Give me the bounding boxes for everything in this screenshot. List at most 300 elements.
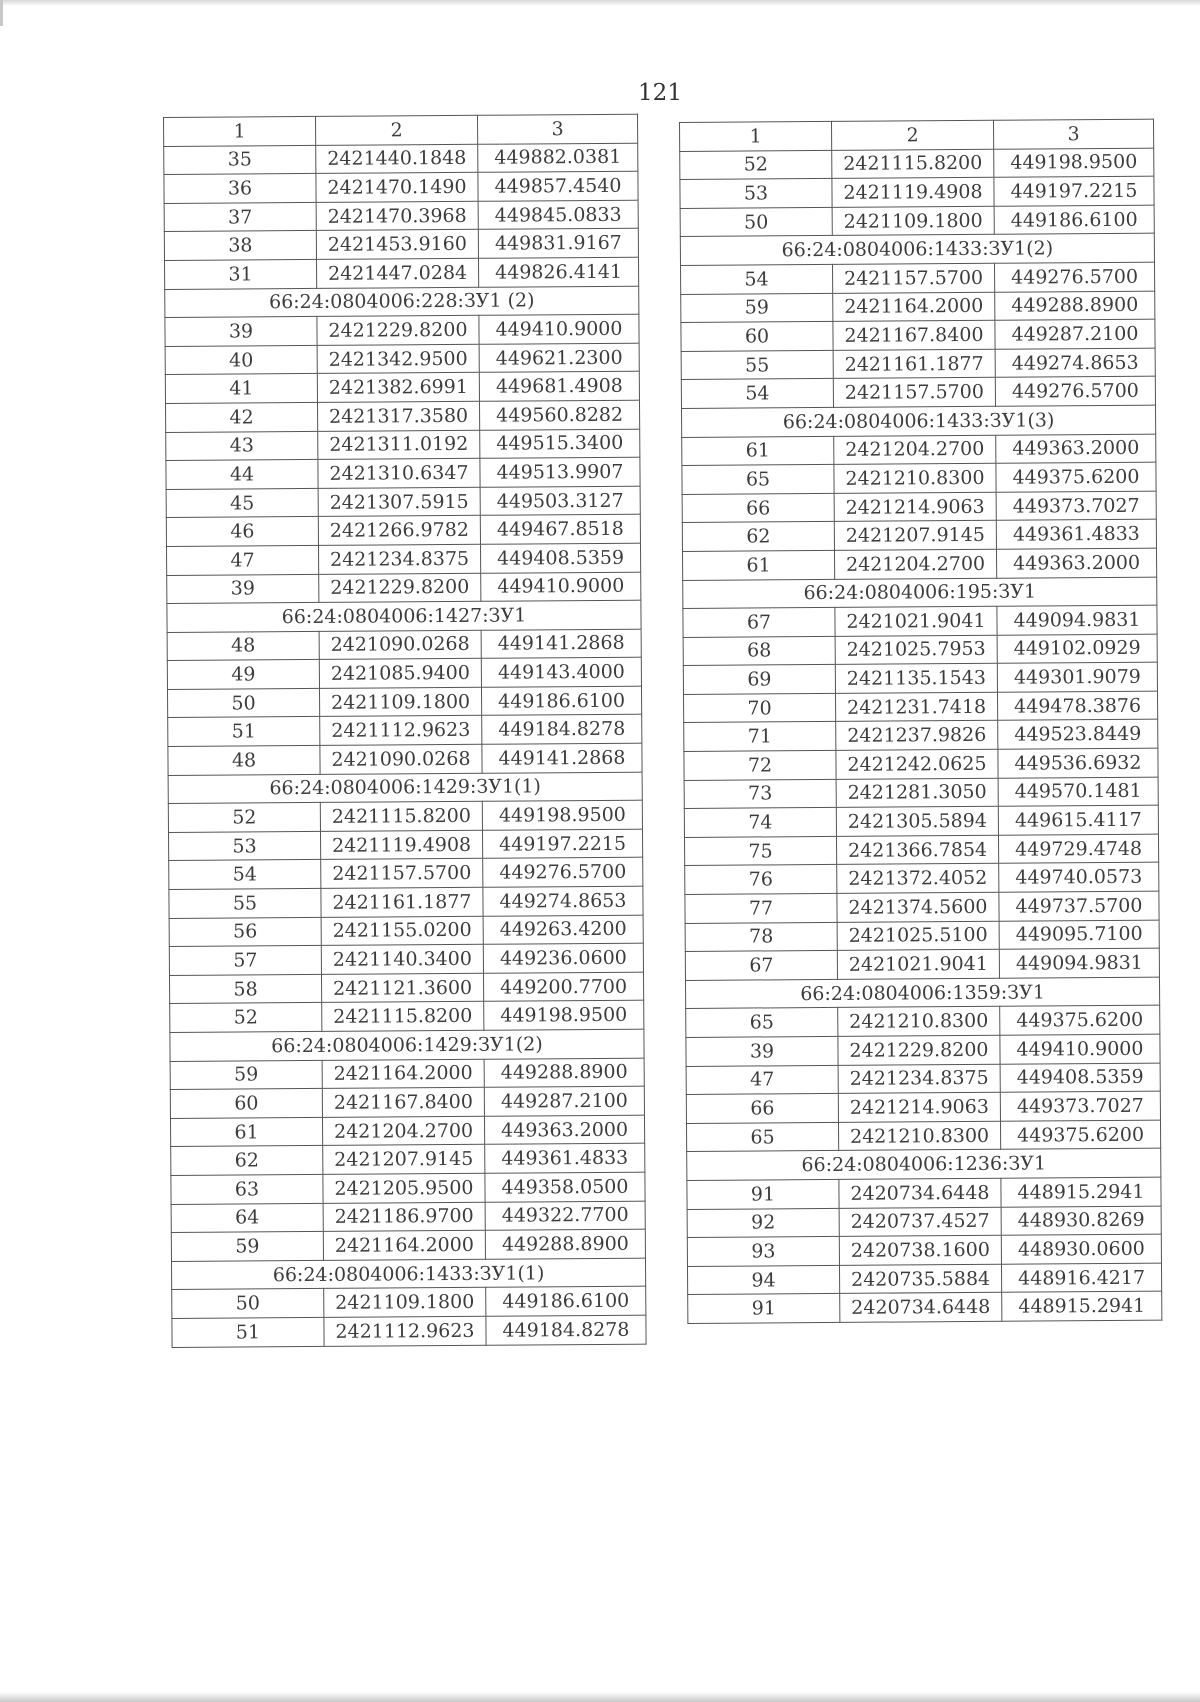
y-coordinate-cell: 449737.5700 bbox=[999, 891, 1159, 921]
table-row bbox=[170, 1086, 644, 1118]
x-coordinate-cell: 2421021.9041 bbox=[837, 950, 999, 980]
point-number-cell: 45 bbox=[166, 488, 318, 518]
point-number-cell: 54 bbox=[681, 264, 833, 294]
table-row bbox=[168, 800, 642, 832]
x-coordinate-cell: 2421161.1877 bbox=[321, 887, 483, 917]
y-coordinate-cell: 449375.6200 bbox=[996, 462, 1156, 492]
table-row bbox=[684, 748, 1158, 780]
x-coordinate-cell: 2421266.9782 bbox=[318, 516, 480, 546]
x-coordinate-cell: 2421307.5915 bbox=[318, 487, 480, 517]
x-coordinate-cell: 2421214.9063 bbox=[838, 1092, 1000, 1122]
point-number-cell: 63 bbox=[171, 1174, 323, 1204]
x-coordinate-cell: 2421366.7854 bbox=[836, 835, 998, 865]
table-row bbox=[170, 1001, 644, 1033]
table-row bbox=[166, 429, 640, 461]
y-coordinate-cell: 449882.0381 bbox=[478, 143, 638, 173]
y-coordinate-cell: 449276.5700 bbox=[994, 262, 1154, 292]
y-coordinate-cell: 449102.0929 bbox=[997, 634, 1157, 664]
y-coordinate-cell: 449184.8278 bbox=[486, 1315, 646, 1345]
y-coordinate-cell: 449857.4540 bbox=[478, 171, 638, 201]
header-row bbox=[680, 119, 1154, 151]
y-coordinate-cell: 449186.6100 bbox=[994, 205, 1154, 235]
point-number-cell: 64 bbox=[171, 1203, 323, 1233]
point-number-cell: 61 bbox=[682, 436, 834, 466]
point-number-cell: 49 bbox=[167, 660, 319, 690]
point-number-cell: 44 bbox=[166, 460, 318, 490]
y-coordinate-cell: 449478.3876 bbox=[997, 691, 1157, 721]
parcel-group-row bbox=[168, 772, 642, 804]
point-number-cell: 62 bbox=[171, 1146, 323, 1176]
point-number-cell: 42 bbox=[165, 402, 317, 432]
scan-top-edge bbox=[0, 0, 1200, 6]
table-row bbox=[165, 257, 639, 289]
point-number-cell: 40 bbox=[165, 345, 317, 375]
y-coordinate-cell: 449615.4117 bbox=[998, 805, 1158, 835]
point-number-cell: 94 bbox=[687, 1265, 839, 1295]
column-header: 2 bbox=[831, 120, 993, 150]
x-coordinate-cell: 2421115.8200 bbox=[320, 802, 482, 832]
y-coordinate-cell: 448930.8269 bbox=[1001, 1206, 1161, 1236]
table-row bbox=[164, 171, 638, 203]
y-coordinate-cell: 449363.2000 bbox=[996, 548, 1156, 578]
point-number-cell: 36 bbox=[164, 174, 316, 204]
x-coordinate-cell: 2421207.9145 bbox=[323, 1145, 485, 1175]
point-number-cell: 54 bbox=[681, 379, 833, 409]
table-row bbox=[685, 891, 1159, 923]
point-number-cell: 53 bbox=[168, 831, 320, 861]
y-coordinate-cell: 449363.2000 bbox=[996, 434, 1156, 464]
point-number-cell: 68 bbox=[683, 636, 835, 666]
x-coordinate-cell: 2421229.8200 bbox=[317, 315, 479, 345]
point-number-cell: 52 bbox=[170, 1003, 322, 1033]
y-coordinate-cell: 449197.2215 bbox=[482, 829, 642, 859]
y-coordinate-cell: 449186.6100 bbox=[486, 1287, 646, 1317]
y-coordinate-cell: 449184.8278 bbox=[482, 715, 642, 745]
point-number-cell: 50 bbox=[172, 1289, 324, 1319]
point-number-cell: 78 bbox=[685, 922, 837, 952]
y-coordinate-cell: 449375.6200 bbox=[1000, 1120, 1160, 1150]
column-header: 3 bbox=[477, 114, 637, 144]
y-coordinate-cell: 449408.5359 bbox=[1000, 1063, 1160, 1093]
table-row bbox=[167, 572, 641, 604]
y-coordinate-cell: 449826.4141 bbox=[478, 257, 638, 287]
y-coordinate-cell: 449186.6100 bbox=[481, 686, 641, 716]
point-number-cell: 53 bbox=[680, 179, 832, 209]
table-row bbox=[165, 372, 639, 404]
table-row bbox=[167, 686, 641, 718]
point-number-cell: 61 bbox=[682, 550, 834, 580]
y-coordinate-cell: 449322.7700 bbox=[485, 1201, 645, 1231]
table-row bbox=[684, 834, 1158, 866]
x-coordinate-cell: 2421440.1848 bbox=[316, 144, 478, 174]
table-row bbox=[682, 491, 1156, 523]
parcel-id-label: 66:24:0804006:1433:ЗУ1(1) bbox=[171, 1258, 645, 1290]
point-number-cell: 92 bbox=[687, 1208, 839, 1238]
point-number-cell: 91 bbox=[687, 1179, 839, 1209]
point-number-cell: 51 bbox=[168, 717, 320, 747]
parcel-id-label: 66:24:0804006:228:ЗУ1 (2) bbox=[165, 286, 639, 318]
point-number-cell: 39 bbox=[167, 574, 319, 604]
table-row bbox=[687, 1177, 1161, 1209]
point-number-cell: 43 bbox=[166, 431, 318, 461]
coordinates-table-left bbox=[163, 114, 647, 1348]
table-row bbox=[170, 1058, 644, 1090]
point-number-cell: 59 bbox=[681, 293, 833, 323]
x-coordinate-cell: 2421310.6347 bbox=[318, 458, 480, 488]
table-row bbox=[167, 657, 641, 689]
table-row bbox=[170, 1115, 644, 1147]
x-coordinate-cell: 2421121.3600 bbox=[321, 973, 483, 1003]
x-coordinate-cell: 2421204.2700 bbox=[834, 435, 996, 465]
y-coordinate-cell: 449831.9167 bbox=[478, 229, 638, 259]
y-coordinate-cell: 449621.2300 bbox=[479, 343, 639, 373]
x-coordinate-cell: 2421119.4908 bbox=[832, 177, 994, 207]
table-row bbox=[166, 543, 640, 575]
parcel-id-label: 66:24:0804006:1359:ЗУ1 bbox=[685, 977, 1159, 1009]
x-coordinate-cell: 2421119.4908 bbox=[320, 830, 482, 860]
point-number-cell: 73 bbox=[684, 779, 836, 809]
y-coordinate-cell: 449198.9500 bbox=[994, 148, 1154, 178]
parcel-id-label: 66:24:0804006:1236:ЗУ1 bbox=[687, 1149, 1161, 1181]
y-coordinate-cell: 449141.2868 bbox=[482, 743, 642, 773]
y-coordinate-cell: 448915.2941 bbox=[1001, 1177, 1161, 1207]
point-number-cell: 41 bbox=[165, 374, 317, 404]
point-number-cell: 56 bbox=[169, 917, 321, 947]
x-coordinate-cell: 2421234.8375 bbox=[318, 544, 480, 574]
x-coordinate-cell: 2421372.4052 bbox=[837, 864, 999, 894]
x-coordinate-cell: 2420738.1600 bbox=[839, 1235, 1001, 1265]
point-number-cell: 67 bbox=[685, 951, 837, 981]
y-coordinate-cell: 449141.2868 bbox=[481, 629, 641, 659]
x-coordinate-cell: 2421229.8200 bbox=[838, 1035, 1000, 1065]
point-number-cell: 91 bbox=[688, 1294, 840, 1324]
parcel-id-label: 66:24:0804006:1429:ЗУ1(2) bbox=[170, 1029, 644, 1061]
point-number-cell: 39 bbox=[165, 317, 317, 347]
table-row bbox=[168, 715, 642, 747]
x-coordinate-cell: 2421317.3580 bbox=[317, 401, 479, 431]
y-coordinate-cell: 449094.9831 bbox=[997, 605, 1157, 635]
parcel-group-row bbox=[681, 405, 1155, 437]
parcel-id-label: 66:24:0804006:1427:ЗУ1 bbox=[167, 600, 641, 632]
table-row bbox=[171, 1229, 645, 1261]
point-number-cell: 65 bbox=[686, 1122, 838, 1152]
x-coordinate-cell: 2421453.9160 bbox=[316, 230, 478, 260]
point-number-cell: 65 bbox=[686, 1008, 838, 1038]
point-number-cell: 66 bbox=[682, 493, 834, 523]
coordinates-table-right bbox=[679, 119, 1162, 1324]
point-number-cell: 77 bbox=[685, 893, 837, 923]
y-coordinate-cell: 449143.4000 bbox=[481, 657, 641, 687]
point-number-cell: 67 bbox=[683, 608, 835, 638]
table-row bbox=[681, 319, 1155, 351]
x-coordinate-cell: 2421090.0268 bbox=[320, 744, 482, 774]
table-row bbox=[169, 943, 643, 975]
table-row bbox=[681, 262, 1155, 294]
y-coordinate-cell: 449373.7027 bbox=[996, 491, 1156, 521]
point-number-cell: 51 bbox=[172, 1317, 324, 1347]
y-coordinate-cell: 449361.4833 bbox=[996, 519, 1156, 549]
y-coordinate-cell: 449200.7700 bbox=[483, 972, 643, 1002]
table-row bbox=[165, 314, 639, 346]
x-coordinate-cell: 2421167.8400 bbox=[833, 320, 995, 350]
table-row bbox=[680, 176, 1154, 208]
table-row bbox=[172, 1287, 646, 1319]
y-coordinate-cell: 449094.9831 bbox=[999, 948, 1159, 978]
x-coordinate-cell: 2421157.5700 bbox=[832, 263, 994, 293]
point-number-cell: 74 bbox=[684, 808, 836, 838]
table-row bbox=[687, 1206, 1161, 1238]
x-coordinate-cell: 2420735.5884 bbox=[839, 1264, 1001, 1294]
y-coordinate-cell: 449513.9907 bbox=[480, 457, 640, 487]
x-coordinate-cell: 2421214.9063 bbox=[834, 492, 996, 522]
point-number-cell: 60 bbox=[170, 1089, 322, 1119]
table-row bbox=[168, 829, 642, 861]
x-coordinate-cell: 2421157.5700 bbox=[321, 859, 483, 889]
x-coordinate-cell: 2421311.0192 bbox=[318, 430, 480, 460]
table-row bbox=[169, 972, 643, 1004]
y-coordinate-cell: 449729.4748 bbox=[998, 834, 1158, 864]
parcel-id-label: 66:24:0804006:1433:ЗУ1(2) bbox=[680, 234, 1154, 266]
y-coordinate-cell: 448930.0600 bbox=[1001, 1234, 1161, 1264]
point-number-cell: 31 bbox=[165, 259, 317, 289]
parcel-group-row bbox=[171, 1258, 645, 1290]
table-row bbox=[686, 1006, 1160, 1038]
x-coordinate-cell: 2421470.1490 bbox=[316, 172, 478, 202]
point-number-cell: 72 bbox=[684, 750, 836, 780]
table-row bbox=[681, 348, 1155, 380]
point-number-cell: 93 bbox=[687, 1237, 839, 1267]
x-coordinate-cell: 2421470.3968 bbox=[316, 201, 478, 231]
x-coordinate-cell: 2421164.2000 bbox=[323, 1230, 485, 1260]
x-coordinate-cell: 2421167.8400 bbox=[322, 1087, 484, 1117]
x-coordinate-cell: 2421085.9400 bbox=[319, 659, 481, 689]
y-coordinate-cell: 448915.2941 bbox=[1002, 1292, 1162, 1322]
column-header: 1 bbox=[680, 121, 832, 151]
table-row bbox=[687, 1234, 1161, 1266]
y-coordinate-cell: 449236.0600 bbox=[483, 943, 643, 973]
table-row bbox=[681, 291, 1155, 323]
y-coordinate-cell: 449276.5700 bbox=[483, 858, 643, 888]
x-coordinate-cell: 2421305.5894 bbox=[836, 807, 998, 837]
table-row bbox=[682, 519, 1156, 551]
y-coordinate-cell: 449740.0573 bbox=[999, 863, 1159, 893]
point-number-cell: 54 bbox=[169, 860, 321, 890]
x-coordinate-cell: 2421155.0200 bbox=[321, 916, 483, 946]
point-number-cell: 52 bbox=[680, 150, 832, 180]
x-coordinate-cell: 2421204.2700 bbox=[322, 1116, 484, 1146]
table-row bbox=[684, 720, 1158, 752]
point-number-cell: 48 bbox=[167, 631, 319, 661]
x-coordinate-cell: 2421025.7953 bbox=[835, 635, 997, 665]
table-row bbox=[169, 915, 643, 947]
x-coordinate-cell: 2421231.7418 bbox=[835, 692, 997, 722]
y-coordinate-cell: 449560.8282 bbox=[479, 400, 639, 430]
table-row bbox=[686, 1034, 1160, 1066]
x-coordinate-cell: 2421135.1543 bbox=[835, 664, 997, 694]
x-coordinate-cell: 2421164.2000 bbox=[322, 1059, 484, 1089]
x-coordinate-cell: 2421115.8200 bbox=[832, 149, 994, 179]
header-row bbox=[164, 114, 638, 146]
table-row bbox=[172, 1315, 646, 1347]
y-coordinate-cell: 449410.9000 bbox=[481, 572, 641, 602]
x-coordinate-cell: 2421109.1800 bbox=[832, 206, 994, 236]
point-number-cell: 55 bbox=[169, 888, 321, 918]
parcel-group-row bbox=[165, 286, 639, 318]
point-number-cell: 60 bbox=[681, 322, 833, 352]
point-number-cell: 52 bbox=[168, 803, 320, 833]
x-coordinate-cell: 2421112.9623 bbox=[320, 716, 482, 746]
point-number-cell: 46 bbox=[166, 517, 318, 547]
table-row bbox=[171, 1172, 645, 1204]
y-coordinate-cell: 449408.5359 bbox=[480, 543, 640, 573]
point-number-cell: 38 bbox=[164, 231, 316, 261]
point-number-cell: 76 bbox=[685, 865, 837, 895]
x-coordinate-cell: 2421204.2700 bbox=[834, 549, 996, 579]
table-row bbox=[680, 205, 1154, 237]
table-row bbox=[686, 1063, 1160, 1095]
x-coordinate-cell: 2421109.1800 bbox=[324, 1288, 486, 1318]
table-row bbox=[685, 920, 1159, 952]
point-number-cell: 37 bbox=[164, 202, 316, 232]
point-number-cell: 58 bbox=[169, 974, 321, 1004]
x-coordinate-cell: 2421242.0625 bbox=[836, 749, 998, 779]
y-coordinate-cell: 449288.8900 bbox=[995, 291, 1155, 321]
x-coordinate-cell: 2420737.4527 bbox=[839, 1207, 1001, 1237]
point-number-cell: 50 bbox=[167, 688, 319, 718]
table-row bbox=[166, 486, 640, 518]
page-number: 121 bbox=[638, 80, 682, 106]
y-coordinate-cell: 449358.0500 bbox=[485, 1172, 645, 1202]
point-number-cell: 69 bbox=[683, 665, 835, 695]
table-row bbox=[683, 691, 1157, 723]
x-coordinate-cell: 2421090.0268 bbox=[319, 630, 481, 660]
table-row bbox=[684, 777, 1158, 809]
x-coordinate-cell: 2421186.9700 bbox=[323, 1202, 485, 1232]
x-coordinate-cell: 2421157.5700 bbox=[833, 378, 995, 408]
x-coordinate-cell: 2421025.5100 bbox=[837, 921, 999, 951]
parcel-group-row bbox=[170, 1029, 644, 1061]
point-number-cell: 71 bbox=[684, 722, 836, 752]
x-coordinate-cell: 2421205.9500 bbox=[323, 1173, 485, 1203]
x-coordinate-cell: 2421140.3400 bbox=[321, 945, 483, 975]
point-number-cell: 65 bbox=[682, 465, 834, 495]
y-coordinate-cell: 449095.7100 bbox=[999, 920, 1159, 950]
x-coordinate-cell: 2421374.5600 bbox=[837, 892, 999, 922]
table-row bbox=[686, 1120, 1160, 1152]
x-coordinate-cell: 2421210.8300 bbox=[838, 1007, 1000, 1037]
scan-left-mark bbox=[0, 0, 3, 26]
x-coordinate-cell: 2421342.9500 bbox=[317, 344, 479, 374]
x-coordinate-cell: 2421021.9041 bbox=[835, 606, 997, 636]
point-number-cell: 50 bbox=[680, 207, 832, 237]
point-number-cell: 59 bbox=[171, 1232, 323, 1262]
x-coordinate-cell: 2421234.8375 bbox=[838, 1064, 1000, 1094]
table-row bbox=[169, 858, 643, 890]
table-row bbox=[681, 377, 1155, 409]
x-coordinate-cell: 2421115.8200 bbox=[322, 1002, 484, 1032]
table-row bbox=[687, 1263, 1161, 1295]
table-row bbox=[166, 514, 640, 546]
x-coordinate-cell: 2421447.0284 bbox=[316, 258, 478, 288]
y-coordinate-cell: 449288.8900 bbox=[484, 1058, 644, 1088]
table-row bbox=[682, 434, 1156, 466]
column-header: 1 bbox=[164, 116, 316, 146]
table-row bbox=[683, 605, 1157, 637]
x-coordinate-cell: 2421210.8300 bbox=[834, 463, 996, 493]
table-row bbox=[168, 743, 642, 775]
x-coordinate-cell: 2420734.6448 bbox=[839, 1178, 1001, 1208]
column-header: 3 bbox=[993, 119, 1153, 149]
parcel-id-label: 66:24:0804006:1433:ЗУ1(3) bbox=[681, 405, 1155, 437]
x-coordinate-cell: 2421164.2000 bbox=[833, 292, 995, 322]
y-coordinate-cell: 449536.6932 bbox=[998, 748, 1158, 778]
parcel-id-label: 66:24:0804006:1429:ЗУ1(1) bbox=[168, 772, 642, 804]
point-number-cell: 75 bbox=[684, 836, 836, 866]
y-coordinate-cell: 449515.3400 bbox=[480, 429, 640, 459]
table-row bbox=[164, 200, 638, 232]
y-coordinate-cell: 449301.9079 bbox=[997, 662, 1157, 692]
table-row bbox=[684, 805, 1158, 837]
point-number-cell: 35 bbox=[164, 145, 316, 175]
y-coordinate-cell: 449361.4833 bbox=[485, 1144, 645, 1174]
y-coordinate-cell: 449375.6200 bbox=[1000, 1006, 1160, 1036]
y-coordinate-cell: 449523.8449 bbox=[998, 720, 1158, 750]
y-coordinate-cell: 449503.3127 bbox=[480, 486, 640, 516]
parcel-id-label: 66:24:0804006:195:ЗУ1 bbox=[683, 577, 1157, 609]
parcel-group-row bbox=[680, 234, 1154, 266]
y-coordinate-cell: 449274.8653 bbox=[483, 886, 643, 916]
table-row bbox=[680, 148, 1154, 180]
y-coordinate-cell: 449467.8518 bbox=[480, 514, 640, 544]
x-coordinate-cell: 2421237.9826 bbox=[836, 721, 998, 751]
table-row bbox=[164, 143, 638, 175]
parcel-group-row bbox=[683, 577, 1157, 609]
column-header: 2 bbox=[315, 115, 477, 145]
x-coordinate-cell: 2421207.9145 bbox=[834, 521, 996, 551]
table-row bbox=[164, 229, 638, 261]
y-coordinate-cell: 449410.9000 bbox=[479, 314, 639, 344]
y-coordinate-cell: 449845.0833 bbox=[478, 200, 638, 230]
point-number-cell: 48 bbox=[168, 745, 320, 775]
y-coordinate-cell: 449288.8900 bbox=[485, 1229, 645, 1259]
point-number-cell: 59 bbox=[170, 1060, 322, 1090]
y-coordinate-cell: 449198.9500 bbox=[484, 1001, 644, 1031]
x-coordinate-cell: 2421281.3050 bbox=[836, 778, 998, 808]
y-coordinate-cell: 449681.4908 bbox=[479, 372, 639, 402]
table-row bbox=[686, 1091, 1160, 1123]
table-row bbox=[683, 662, 1157, 694]
y-coordinate-cell: 449263.4200 bbox=[483, 915, 643, 945]
table-row bbox=[165, 400, 639, 432]
y-coordinate-cell: 449363.2000 bbox=[484, 1115, 644, 1145]
point-number-cell: 55 bbox=[681, 350, 833, 380]
table-row bbox=[685, 863, 1159, 895]
y-coordinate-cell: 449410.9000 bbox=[1000, 1034, 1160, 1064]
y-coordinate-cell: 449197.2215 bbox=[994, 176, 1154, 206]
y-coordinate-cell: 449373.7027 bbox=[1000, 1091, 1160, 1121]
y-coordinate-cell: 448916.4217 bbox=[1001, 1263, 1161, 1293]
y-coordinate-cell: 449276.5700 bbox=[995, 377, 1155, 407]
parcel-group-row bbox=[687, 1149, 1161, 1181]
x-coordinate-cell: 2421161.1877 bbox=[833, 349, 995, 379]
table-row bbox=[171, 1144, 645, 1176]
table-row bbox=[165, 343, 639, 375]
x-coordinate-cell: 2421210.8300 bbox=[838, 1121, 1000, 1151]
x-coordinate-cell: 2421229.8200 bbox=[319, 573, 481, 603]
y-coordinate-cell: 449287.2100 bbox=[484, 1086, 644, 1116]
table-row bbox=[166, 457, 640, 489]
point-number-cell: 57 bbox=[169, 946, 321, 976]
